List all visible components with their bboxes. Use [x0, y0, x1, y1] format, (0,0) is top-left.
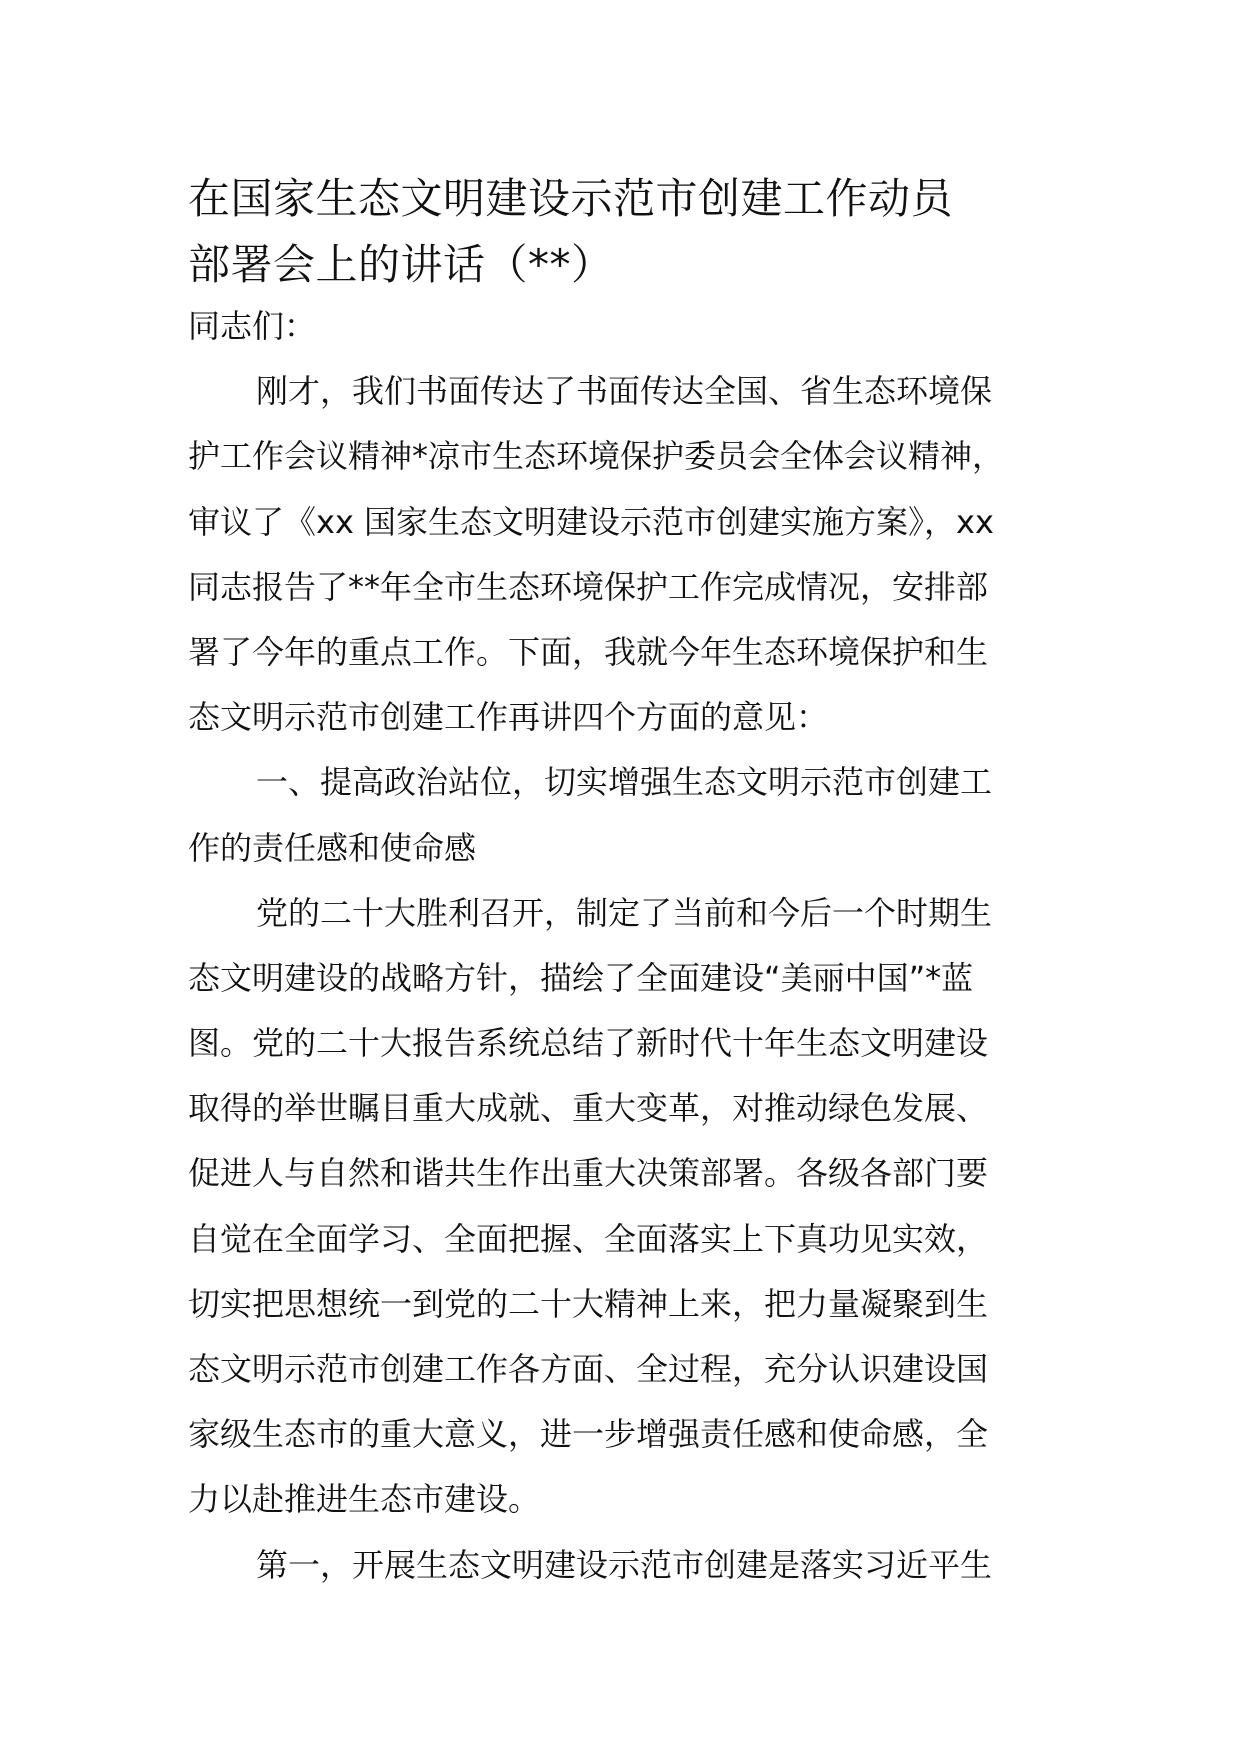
paragraph-line: 促进人与自然和谐共生作出重大决策部署。各级各部门要: [188, 1154, 989, 1193]
paragraph-line: 切实把思想统一到党的二十大精神上来，把力量凝聚到生: [188, 1284, 989, 1323]
paragraph-line: 第一，开展生态文明建设示范市创建是落实习近平生: [256, 1545, 993, 1584]
paragraph-line: 家级生态市的重大意义，进一步增强责任感和使命感，全: [188, 1415, 989, 1454]
section-heading-line: 作的责任感和使命感: [188, 828, 477, 867]
document-body: [188, 294, 1068, 1598]
paragraph-line: 同志报告了**年全市生态环境保护工作完成情况，安排部: [188, 567, 989, 606]
paragraph-line: 图。党的二十大报告系统总结了新时代十年生态文明建设: [188, 1024, 989, 1063]
paragraph-line: 审议了《xx 国家生态文明建设示范市创建实施方案》，xx: [188, 502, 994, 541]
salutation: 同志们：: [188, 307, 317, 345]
document-title: [188, 166, 1068, 298]
paragraph-line: 态文明建设的战略方针，描绘了全面建设“美丽中国”*蓝: [188, 958, 974, 997]
section-heading-line: 一、提高政治站位，切实增强生态文明示范市创建工: [256, 763, 993, 802]
paragraph-line: 党的二十大胜利召开，制定了当前和今后一个时期生: [256, 893, 993, 932]
title-line-2: 部署会上的讲话（**）: [188, 240, 614, 289]
paragraph-line: 自觉在全面学习、全面把握、全面落实上下真功见实效，: [188, 1219, 989, 1258]
paragraph-line: 刚才，我们书面传达了书面传达全国、省生态环境保: [256, 372, 993, 411]
paragraph-line: 护工作会议精神*凉市生态环境保护委员会全体会议精神，: [188, 437, 1005, 476]
title-line-1: 在国家生态文明建设示范市创建工作动员: [188, 174, 954, 223]
paragraph-line: 署了今年的重点工作。下面，我就今年生态环境保护和生: [188, 632, 989, 671]
paragraph-line: 态文明示范市创建工作再讲四个方面的意见：: [188, 698, 829, 737]
paragraph-line: 态文明示范市创建工作各方面、全过程，充分认识建设国: [188, 1350, 989, 1388]
paragraph-line: 取得的举世瞩目重大成就、重大变革，对推动绿色发展、: [188, 1089, 989, 1128]
paragraph-line: 力以赴推进生态市建设。: [188, 1480, 541, 1519]
